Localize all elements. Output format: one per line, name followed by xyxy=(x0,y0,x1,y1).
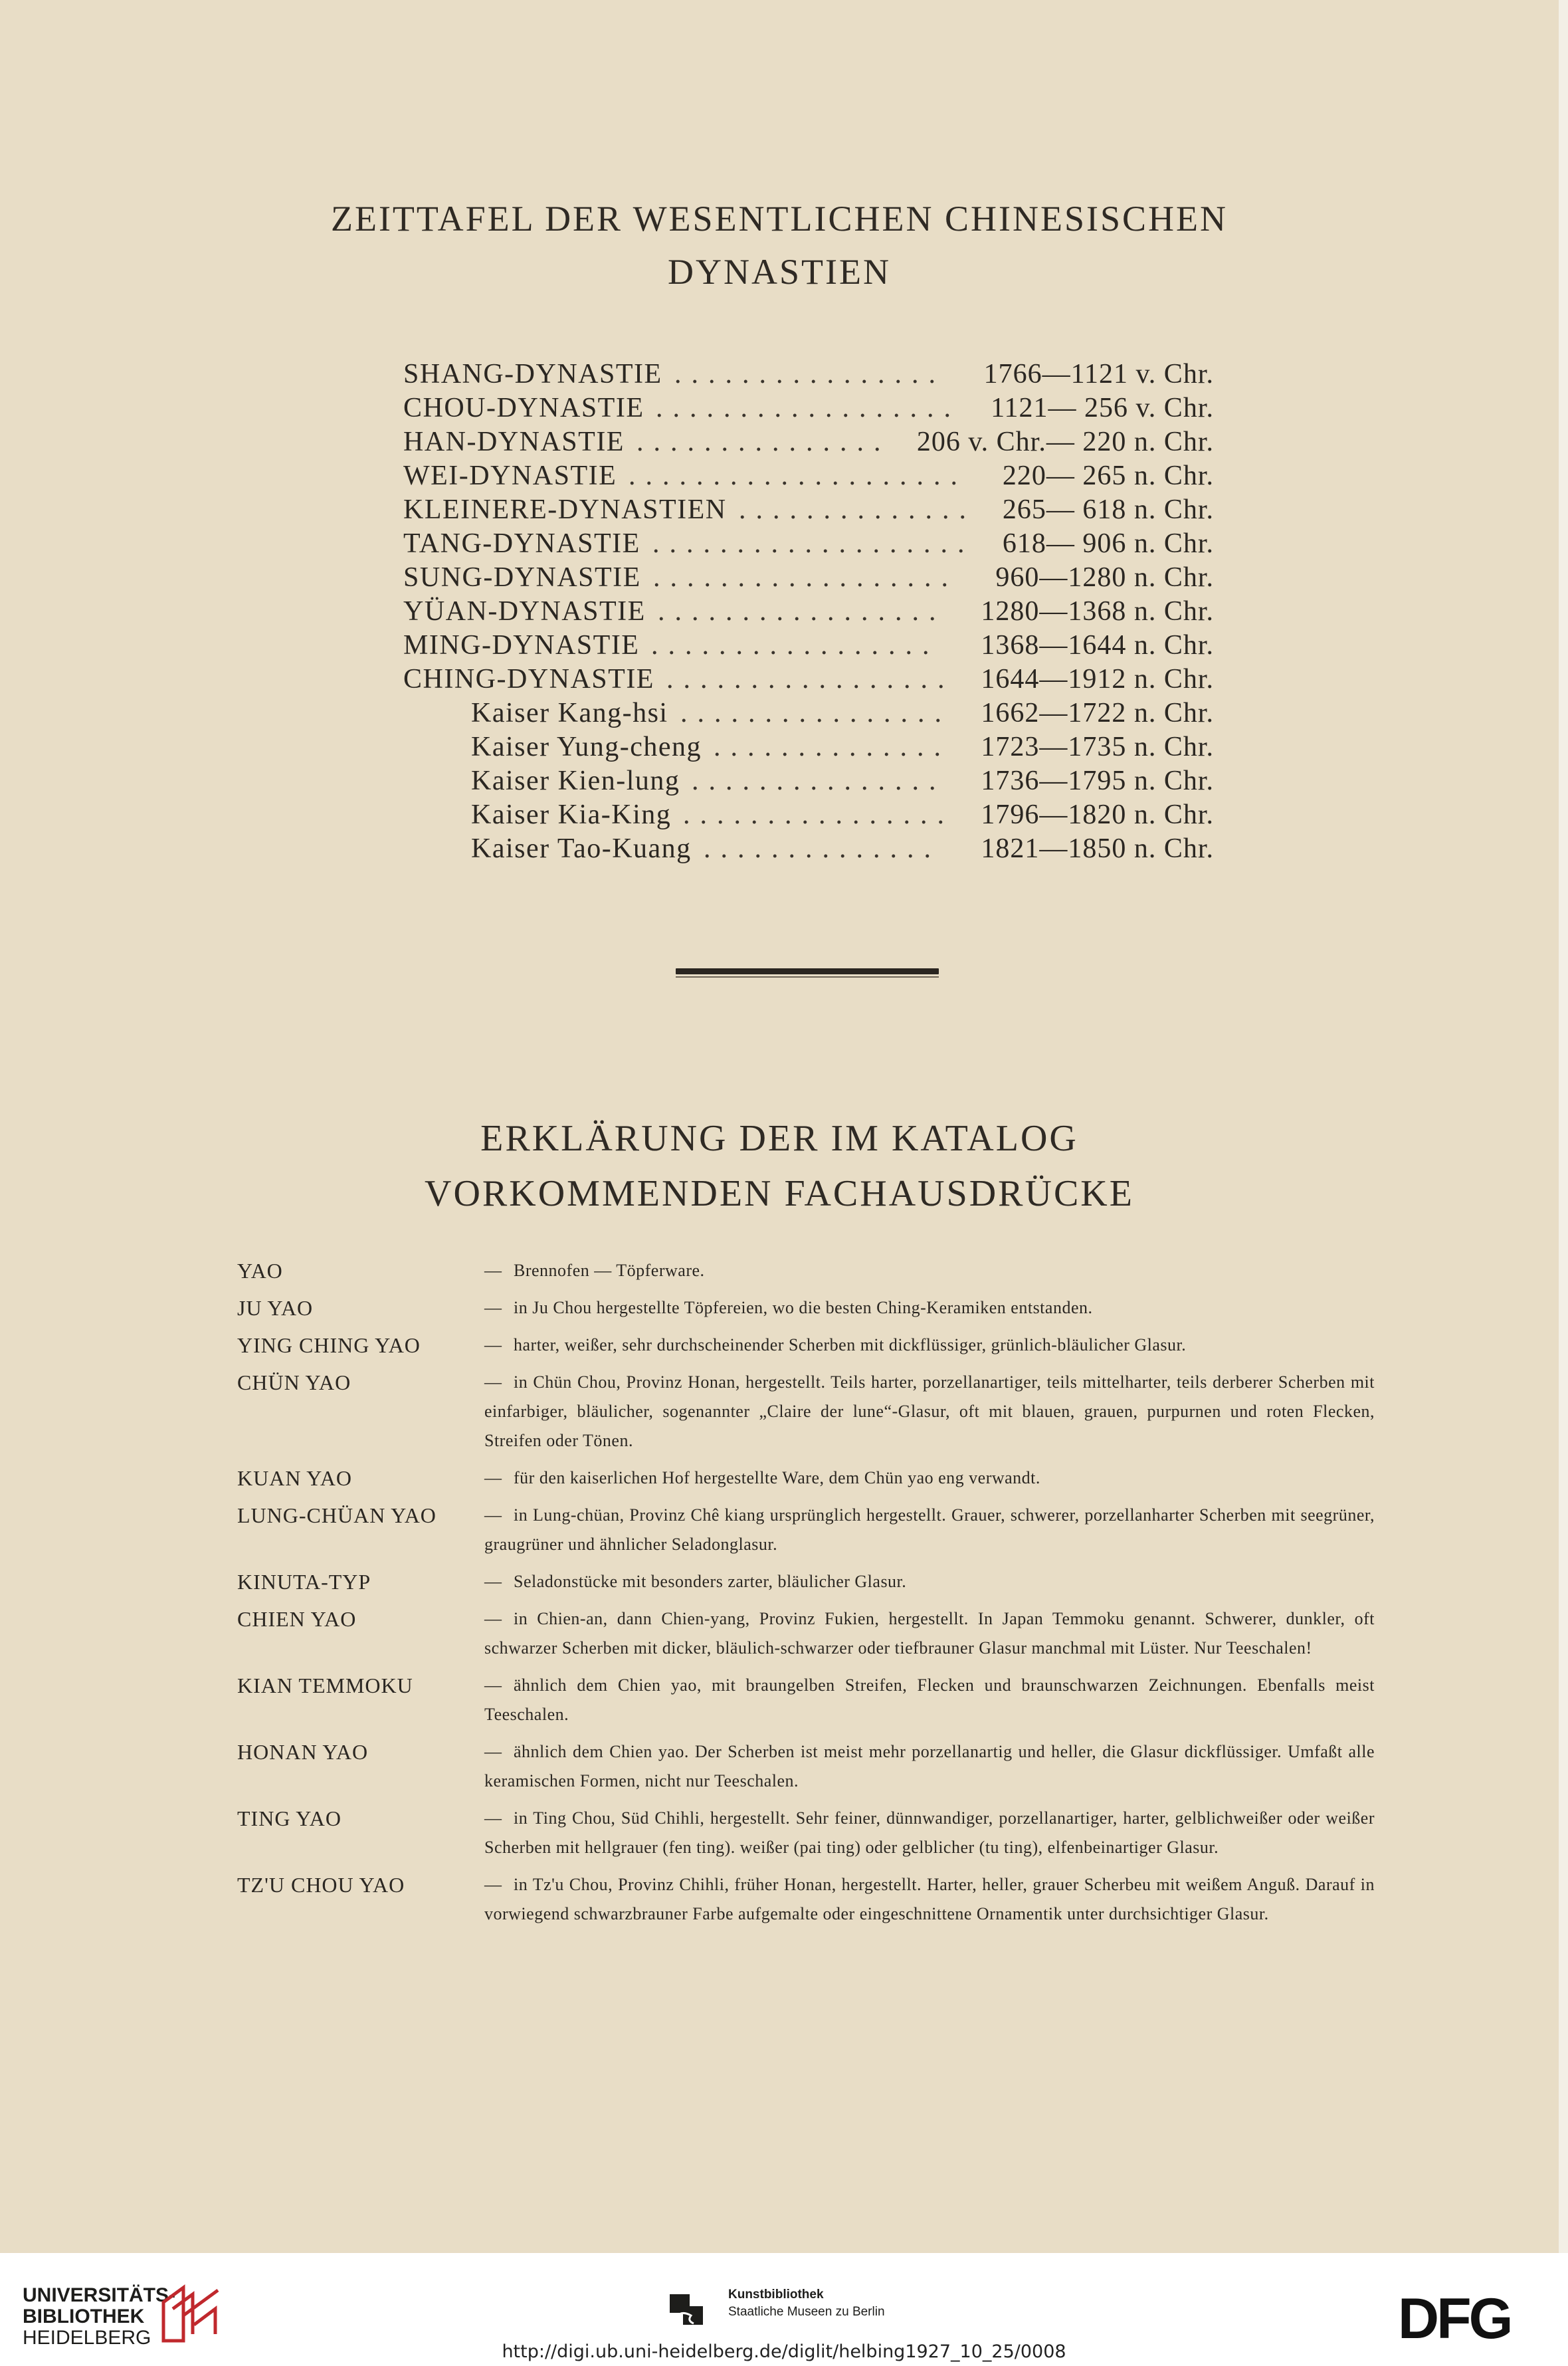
glossary-term: KIAN TEMMOKU xyxy=(237,1673,413,1697)
dynasty-dates: 206 v. Chr.— 220 n. Chr. xyxy=(916,427,1214,457)
glossary-definition xyxy=(484,1870,1375,1929)
leader-dots: ................ xyxy=(683,800,954,830)
glossary-term: LUNG-CHÜAN YAO xyxy=(237,1503,437,1527)
leader-dots: ................... xyxy=(652,528,975,559)
dynasty-table xyxy=(403,358,1214,866)
dynasty-dates: 1662—1722 n. Chr. xyxy=(981,698,1214,728)
glossary-entry xyxy=(237,1293,1375,1323)
glossary-definition xyxy=(484,1331,1375,1360)
glossary-definition xyxy=(484,1567,1375,1596)
glossary-definition xyxy=(484,1368,1375,1455)
dash-separator: — xyxy=(484,1298,502,1317)
kb-line: Kunstbibliothek xyxy=(728,2288,824,2302)
emperor-row xyxy=(403,798,1214,832)
kunstbibliothek-logo-icon[interactable] xyxy=(667,2290,706,2329)
dfg-logo-icon[interactable]: DFG xyxy=(1398,2287,1511,2351)
glossary-term: TING YAO xyxy=(237,1806,342,1830)
leader-dots: ................ xyxy=(674,359,945,389)
glossary-term: KINUTA-TYP xyxy=(237,1570,371,1594)
definition-text: in Lung-chüan, Provinz Chê kiang ursprünglich hergestellt. Grauer, schwerer, porzellanharter Scherben mit seegrüner, graugrüner und ähnlicher Seladonglasur. xyxy=(484,1505,1375,1554)
leader-dots: ................ xyxy=(680,698,951,728)
dynasty-name: YÜAN-DYNASTIE xyxy=(403,596,646,627)
glossary-definition xyxy=(484,1256,1375,1285)
dash-separator: — xyxy=(484,1505,502,1525)
ub-line: UNIVERSITÄTS- xyxy=(23,2284,176,2306)
definition-text: in Ju Chou hergestellte Töpfereien, wo die besten Ching-Keramiken entstanden. xyxy=(514,1298,1093,1317)
glossary-entry xyxy=(237,1256,1375,1285)
dynasty-dates: 1644—1912 n. Chr. xyxy=(981,664,1214,695)
dynasty-dates: 1368—1644 n. Chr. xyxy=(981,630,1214,661)
emperor-name: Kaiser Yung-cheng xyxy=(471,732,702,762)
glossary-title-line: VORKOMMENDEN FACHAUSDRÜCKE xyxy=(425,1172,1134,1214)
glossary-title xyxy=(0,1111,1559,1222)
definition-text: harter, weißer, sehr durchscheinender Scherben mit dickflüssiger, grünlich-bläulicher Glasur. xyxy=(514,1335,1187,1354)
glossary-definition xyxy=(484,1804,1375,1862)
glossary-entry xyxy=(237,1567,1375,1596)
scan-edge xyxy=(1559,0,1568,2253)
definition-text: Seladonstücke mit besonders zarter, bläulicher Glasur. xyxy=(514,1572,907,1591)
leader-dots: .................... xyxy=(629,461,967,491)
leader-dots: .............. xyxy=(714,732,951,762)
dynasty-row xyxy=(403,358,1214,391)
definition-text: in Chün Chou, Provinz Honan, hergestellt. Teils harter, porzellanartiger, teils mittelharter, teils derberer Scherben mit einfarbiger, bläulicher, sogenannter „Claire der lune“-Glasur, oft mit blauen, grauen, purpurnen und roten Flecken, Streifen oder Tönen. xyxy=(484,1372,1375,1450)
glossary-term: JU YAO xyxy=(237,1296,314,1320)
dynasty-name: SHANG-DYNASTIE xyxy=(403,359,662,389)
glossary-term: HONAN YAO xyxy=(237,1740,369,1764)
dash-separator: — xyxy=(484,1609,502,1628)
dynasty-dates: 1121— 256 v. Chr. xyxy=(991,393,1214,423)
emperor-name: Kaiser Kia-King xyxy=(471,800,672,830)
dynasty-row xyxy=(403,629,1214,663)
emperor-row xyxy=(403,764,1214,798)
dynasty-row xyxy=(403,493,1214,527)
leader-dots: ................. xyxy=(658,596,946,627)
dynasty-row xyxy=(403,391,1214,425)
timeline-title-line: ZEITTAFEL DER WESENTLICHEN CHINESISCHEN xyxy=(330,199,1228,239)
emperor-row xyxy=(403,730,1214,764)
leader-dots: .............. xyxy=(739,494,976,525)
emperor-name: Kaiser Tao-Kuang xyxy=(471,833,692,864)
dynasty-name: CHOU-DYNASTIE xyxy=(403,393,644,423)
dynasty-dates: 1821—1850 n. Chr. xyxy=(981,833,1214,864)
glossary-list xyxy=(237,1256,1375,1937)
emperor-row xyxy=(403,697,1214,730)
dynasty-name: HAN-DYNASTIE xyxy=(403,427,625,457)
emperor-name: Kaiser Kien-lung xyxy=(471,766,680,796)
glossary-entry xyxy=(237,1737,1375,1796)
glossary-term: CHÜN YAO xyxy=(237,1370,351,1394)
dash-separator: — xyxy=(484,1335,502,1354)
glossary-definition xyxy=(484,1293,1375,1323)
dynasty-row xyxy=(403,425,1214,459)
leader-dots: ............... xyxy=(637,427,891,457)
dynasty-name: KLEINERE-DYNASTIEN xyxy=(403,494,727,525)
glossary-entry xyxy=(237,1671,1375,1729)
glossary-entry xyxy=(237,1501,1375,1559)
leader-dots: .................. xyxy=(653,562,958,593)
definition-text: in Tz'u Chou, Provinz Chihli, früher Honan, hergestellt. Harter, heller, grauer Scherbeu mit weißem Anguß. Darauf in vorwiegend schwarzbrauner Farbe aufgemalte oder eingeschnittene Ornamentik unter durchsichtiger Glasur. xyxy=(484,1875,1375,1923)
leader-dots: ................. xyxy=(651,630,939,661)
dynasty-dates: 1796—1820 n. Chr. xyxy=(981,800,1214,830)
ub-heidelberg-text[interactable] xyxy=(23,2285,175,2349)
dash-separator: — xyxy=(484,1372,502,1392)
ub-line: HEIDELBERG xyxy=(23,2327,151,2349)
definition-text: Brennofen — Töpferware. xyxy=(514,1261,705,1280)
dash-separator: — xyxy=(484,1261,502,1280)
timeline-title xyxy=(0,193,1559,299)
glossary-definition xyxy=(484,1604,1375,1663)
kunstbibliothek-text[interactable] xyxy=(728,2286,885,2321)
page-url[interactable]: http://digi.ub.uni-heidelberg.de/diglit/helbing1927_10_25/0008 xyxy=(502,2341,1066,2362)
dynasty-dates: 618— 906 n. Chr. xyxy=(1002,528,1214,559)
kb-line: Staatliche Museen zu Berlin xyxy=(728,2305,885,2319)
dynasty-dates: 1280—1368 n. Chr. xyxy=(981,596,1214,627)
dynasty-row xyxy=(403,595,1214,629)
glossary-entry xyxy=(237,1604,1375,1663)
dynasty-dates: 1766—1121 v. Chr. xyxy=(983,359,1214,389)
definition-text: in Ting Chou, Süd Chihli, hergestellt. Sehr feiner, dünnwandiger, porzellanartiger, harter, gelblichweißer oder weißer Scherben mit hellgrauer (fen ting). weißer (pai ting) oder gelblicher (tu ting), elfenbeinartiger Glasur. xyxy=(484,1808,1375,1857)
glossary-definition xyxy=(484,1671,1375,1729)
dynasty-row xyxy=(403,459,1214,493)
digitization-footer xyxy=(0,2253,1568,2366)
dash-separator: — xyxy=(484,1572,502,1591)
ub-heidelberg-logo-icon[interactable] xyxy=(157,2282,223,2346)
definition-text: in Chien-an, dann Chien-yang, Provinz Fukien, hergestellt. In Japan Temmoku genannt. Schwerer, dunkler, oft schwarzer Scherben mit dicker, bläulich-schwarzer oder tiefbrauner Glasur manchmal mit Lüster. Nur Teeschalen! xyxy=(484,1609,1375,1658)
leader-dots: ................. xyxy=(666,664,955,695)
leader-dots: .................. xyxy=(656,393,961,423)
dash-separator: — xyxy=(484,1468,502,1487)
emperor-row xyxy=(403,832,1214,866)
definition-text: ähnlich dem Chien yao. Der Scherben ist meist mehr porzellanartig und heller, die Glasur dickflüssiger. Umfaßt alle keramischen Formen, nicht nur Teeschalen. xyxy=(484,1742,1375,1790)
glossary-title-line: ERKLÄRUNG DER IM KATALOG xyxy=(480,1118,1078,1159)
dash-separator: — xyxy=(484,1675,502,1695)
emperor-name: Kaiser Kang-hsi xyxy=(471,698,668,728)
dynasty-dates: 1723—1735 n. Chr. xyxy=(981,732,1214,762)
dynasty-row xyxy=(403,663,1214,697)
glossary-term: TZ'U CHOU YAO xyxy=(237,1873,405,1897)
glossary-term: KUAN YAO xyxy=(237,1466,353,1490)
dynasty-row xyxy=(403,527,1214,561)
glossary-term: YAO xyxy=(237,1259,283,1283)
dynasty-name: SUNG-DYNASTIE xyxy=(403,562,641,593)
glossary-entry xyxy=(237,1368,1375,1455)
definition-text: ähnlich dem Chien yao, mit braungelben Streifen, Flecken und braunschwarzen Zeichnungen. Ebenfalls meist Teeschalen. xyxy=(484,1675,1375,1724)
dynasty-dates: 1736—1795 n. Chr. xyxy=(981,766,1214,796)
glossary-entry xyxy=(237,1870,1375,1929)
section-divider-shadow xyxy=(676,976,939,978)
glossary-definition xyxy=(484,1737,1375,1796)
dynasty-name: CHING-DYNASTIE xyxy=(403,664,654,695)
leader-dots: .............. xyxy=(704,833,941,864)
dynasty-dates: 220— 265 n. Chr. xyxy=(1002,461,1214,491)
ub-line: BIBLIOTHEK xyxy=(23,2306,145,2327)
dynasty-name: MING-DYNASTIE xyxy=(403,630,640,661)
glossary-term: CHIEN YAO xyxy=(237,1607,357,1631)
timeline-title-line: DYNASTIEN xyxy=(668,251,891,292)
dynasty-dates: 265— 618 n. Chr. xyxy=(1002,494,1214,525)
definition-text: für den kaiserlichen Hof hergestellte Ware, dem Chün yao eng verwandt. xyxy=(514,1468,1040,1487)
dynasty-name: WEI-DYNASTIE xyxy=(403,461,617,491)
glossary-definition xyxy=(484,1463,1375,1493)
dynasty-dates: 960—1280 n. Chr. xyxy=(995,562,1214,593)
dash-separator: — xyxy=(484,1875,502,1894)
section-divider xyxy=(676,968,939,974)
dash-separator: — xyxy=(484,1742,502,1761)
dynasty-name: TANG-DYNASTIE xyxy=(403,528,640,559)
glossary-definition xyxy=(484,1501,1375,1559)
glossary-entry xyxy=(237,1331,1375,1360)
glossary-term: YING CHING YAO xyxy=(237,1333,421,1357)
glossary-entry xyxy=(237,1804,1375,1862)
dynasty-row xyxy=(403,561,1214,595)
leader-dots: ............... xyxy=(692,766,946,796)
dash-separator: — xyxy=(484,1808,502,1828)
glossary-entry xyxy=(237,1463,1375,1493)
